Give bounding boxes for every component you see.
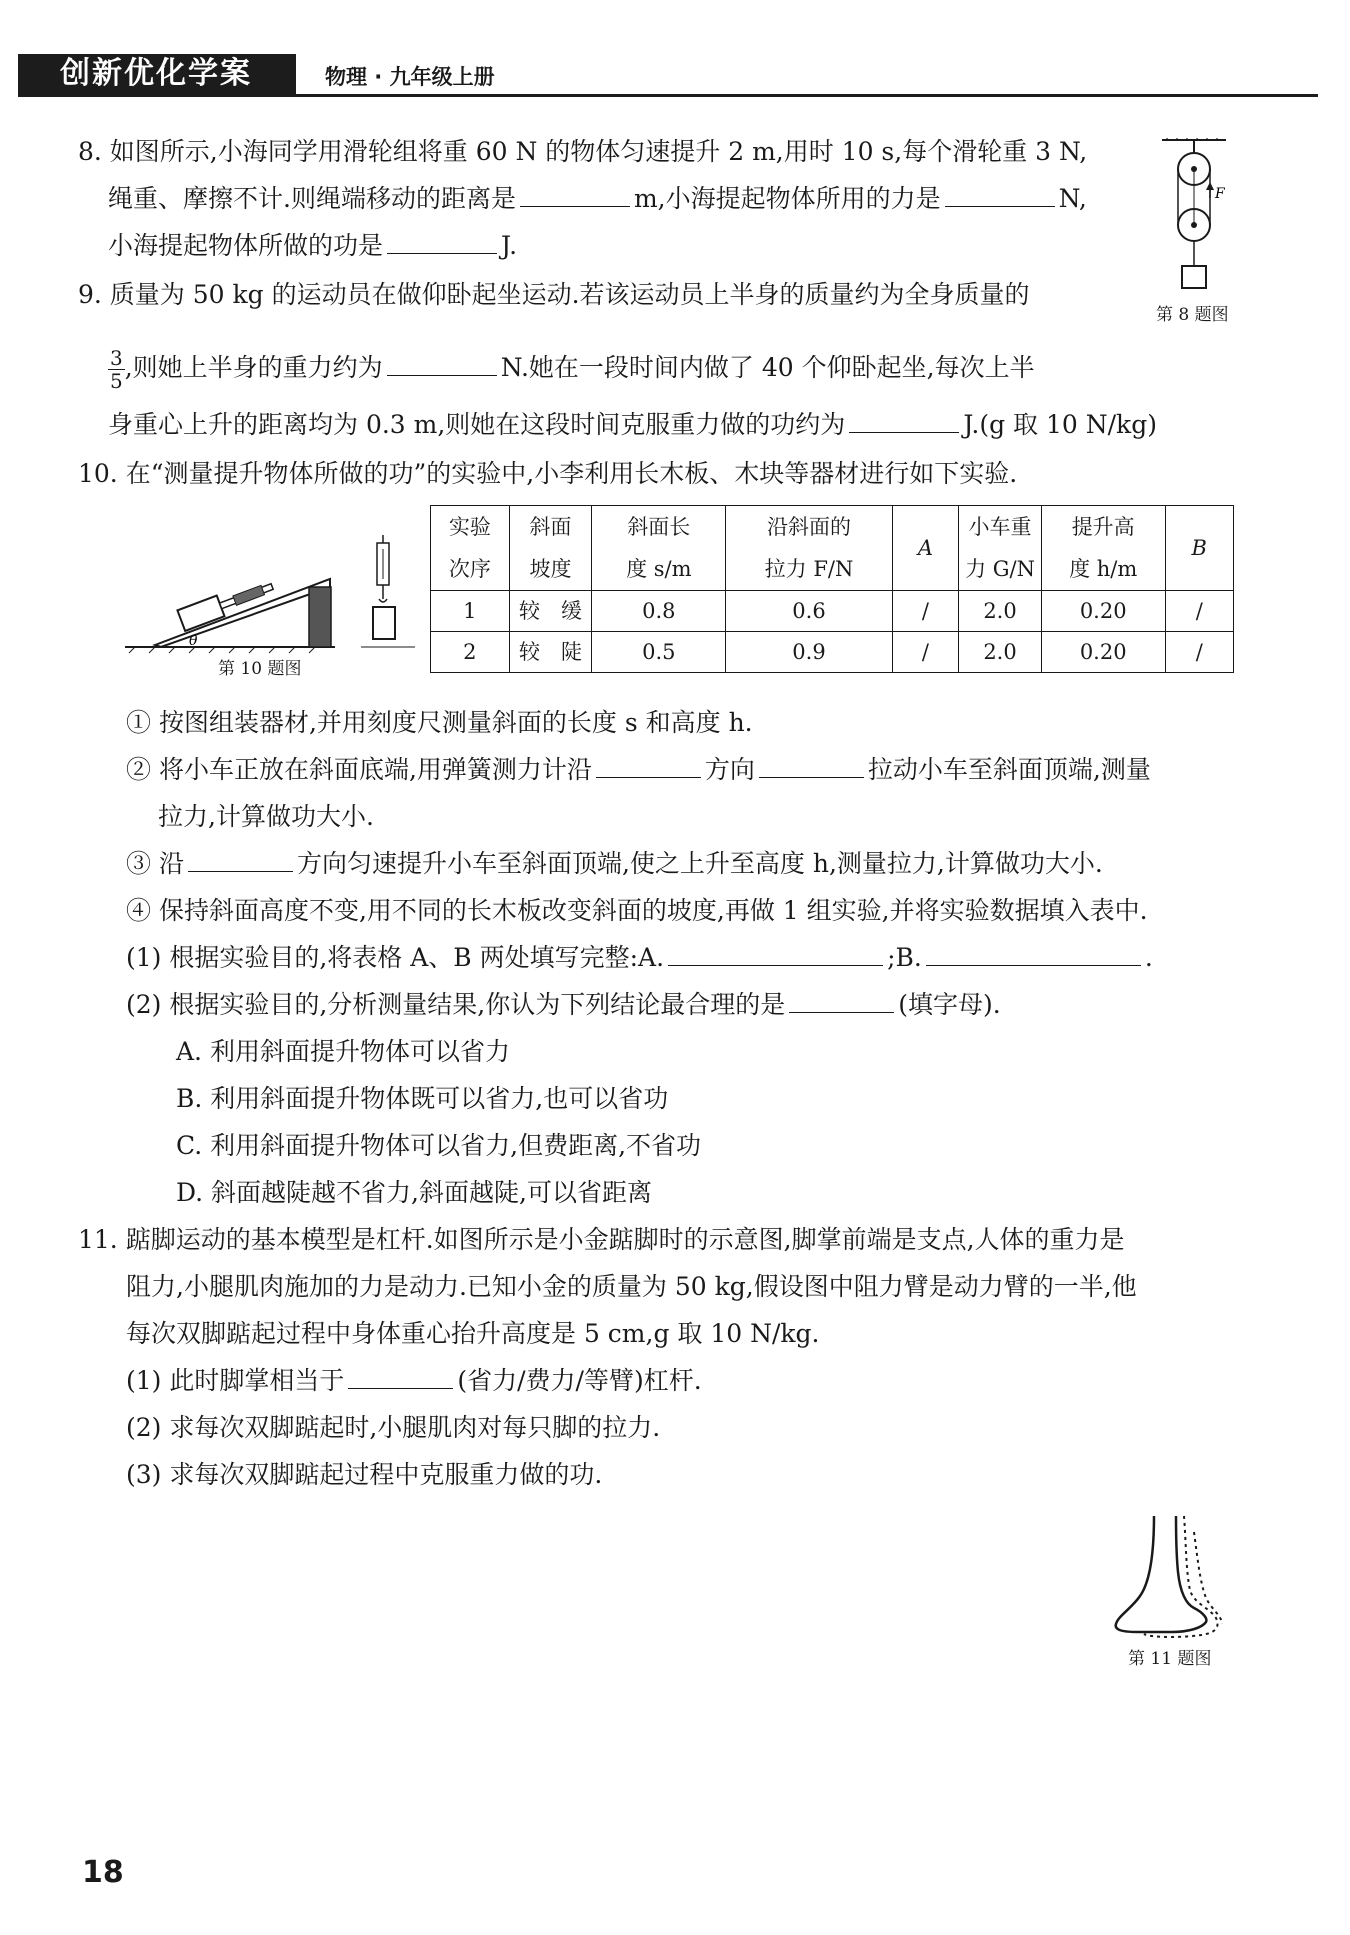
q10-option-a: A. 利用斜面提升物体可以省力 bbox=[176, 1037, 510, 1066]
q8-line3: 小海提起物体所做的功是 J. bbox=[108, 231, 518, 260]
q11-sub3: (3) 求每次双脚踮起过程中克服重力做的功. bbox=[126, 1460, 603, 1489]
table-cell: 1 bbox=[431, 591, 510, 632]
q10-sub1: (1) 根据实验目的,将表格 A、B 两处填写完整:A. ;B. . bbox=[126, 943, 1153, 972]
table-cell: 0.9 bbox=[726, 632, 893, 673]
q10-blank-b[interactable] bbox=[926, 943, 1141, 966]
q11-sub1: (1) 此时脚掌相当于 (省力/费力/等臂)杠杆. bbox=[126, 1366, 702, 1395]
table-cell: / bbox=[1165, 591, 1234, 632]
table-cell: 0.20 bbox=[1041, 591, 1165, 632]
q9-blank-work[interactable] bbox=[849, 410, 959, 433]
table-cell: 0.6 bbox=[726, 591, 893, 632]
header-title: 创新优化学案 bbox=[60, 56, 252, 91]
q8-line2: 绳重、摩擦不计.则绳端移动的距离是 m,小海提起物体所用的力是 N, bbox=[108, 184, 1087, 213]
q10-blank-step2-2[interactable] bbox=[759, 755, 864, 778]
q8-figure-caption: 第 8 题图 bbox=[1156, 305, 1229, 325]
q10-step2: ② 将小车正放在斜面底端,用弹簧测力计沿 方向 拉动小车至斜面顶端,测量 bbox=[126, 755, 1151, 784]
table-header-cell: 斜面 坡度 bbox=[509, 506, 592, 591]
table-cell: 0.5 bbox=[592, 632, 726, 673]
q10-option-c: C. 利用斜面提升物体可以省力,但费距离,不省功 bbox=[176, 1131, 702, 1160]
table-header-cell: 沿斜面的 拉力 F/N bbox=[726, 506, 893, 591]
q11-sub2: (2) 求每次双脚踮起时,小腿肌肉对每只脚的拉力. bbox=[126, 1413, 661, 1442]
table-header-cell: 小车重 力 G/N bbox=[959, 506, 1042, 591]
foot-figure bbox=[1110, 1512, 1240, 1642]
q9-fraction: $\frac{3}{5}$ bbox=[110, 346, 123, 393]
q11-line3: 每次双脚踮起过程中身体重心抬升高度是 5 cm,g 取 10 N/kg. bbox=[126, 1319, 820, 1348]
q10-blank-choice[interactable] bbox=[789, 990, 894, 1013]
q11-line1: 11. 踮脚运动的基本模型是杠杆.如图所示是小金踮脚时的示意图,脚掌前端是支点,人体的重力是 bbox=[78, 1225, 1125, 1254]
q10-step4: ④ 保持斜面高度不变,用不同的长木板改变斜面的坡度,再做 1 组实验,并将实验数据填入表中. bbox=[126, 896, 1148, 925]
table-cell: 0.20 bbox=[1041, 632, 1165, 673]
q11-figure-caption: 第 11 题图 bbox=[1128, 1649, 1212, 1669]
table-cell: 0.8 bbox=[592, 591, 726, 632]
q10-step2-cont: 拉力,计算做功大小. bbox=[158, 802, 374, 831]
q8-line1: 8. 如图所示,小海同学用滑轮组将重 60 N 的物体匀速提升 2 m,用时 10 s,每个滑轮重 3 N, bbox=[78, 137, 1088, 166]
q9-line1: 9. 质量为 50 kg 的运动员在做仰卧起坐运动.若该运动员上半身的质量约为全身质量的 bbox=[78, 280, 1030, 309]
q10-option-b: B. 利用斜面提升物体既可以省力,也可以省功 bbox=[176, 1084, 669, 1113]
q8-blank-distance[interactable] bbox=[520, 184, 630, 207]
q10-blank-a[interactable] bbox=[668, 943, 883, 966]
q10-figure-caption: 第 10 题图 bbox=[218, 659, 302, 679]
q9-line3: 身重心上升的距离均为 0.3 m,则她在这段时间克服重力做的功约为 J.(g 取 10 N/kg) bbox=[108, 410, 1157, 439]
pulley-figure bbox=[1160, 138, 1240, 298]
q10-option-d: D. 斜面越陡越不省力,斜面越陡,可以省距离 bbox=[176, 1178, 652, 1207]
header-subtitle: 物理 · 九年级上册 bbox=[325, 65, 495, 89]
table-cell: 2.0 bbox=[959, 591, 1042, 632]
table-cell: / bbox=[892, 632, 958, 673]
table-cell: 2 bbox=[431, 632, 510, 673]
table-row bbox=[431, 591, 1234, 632]
table-header-cell: 实验 次序 bbox=[431, 506, 510, 591]
table-header-row bbox=[431, 506, 1234, 591]
table-cell: / bbox=[892, 591, 958, 632]
header-rule bbox=[18, 94, 1318, 97]
q10-data-table bbox=[430, 505, 1234, 673]
q8-blank-work[interactable] bbox=[387, 231, 497, 254]
table-cell: 较 缓 bbox=[509, 591, 592, 632]
table-header-cell: 斜面长 度 s/m bbox=[592, 506, 726, 591]
q10-blank-step3[interactable] bbox=[188, 849, 293, 872]
incline-angle-label: θ bbox=[189, 633, 198, 649]
table-row bbox=[431, 632, 1234, 673]
q11-blank-lever[interactable] bbox=[348, 1366, 453, 1389]
q10-step3: ③ 沿 方向匀速提升小车至斜面顶端,使之上升至高度 h,测量拉力,计算做功大小. bbox=[126, 849, 1103, 878]
table-header-cell-b: B bbox=[1165, 506, 1234, 591]
q9-line2: $\frac{3}{5}$ ,则她上半身的重力约为 N.她在一段时间内做了 40 个仰卧起坐,每次上半 bbox=[110, 346, 1035, 393]
q8-blank-force[interactable] bbox=[945, 184, 1055, 207]
q10-step1: ① 按图组装器材,并用刻度尺测量斜面的长度 s 和高度 h. bbox=[126, 708, 753, 737]
q10-intro: 10. 在“测量提升物体所做的功”的实验中,小李利用长木板、木块等器材进行如下实验. bbox=[78, 459, 1018, 488]
incline-figure bbox=[125, 535, 415, 655]
table-cell: 较 陡 bbox=[509, 632, 592, 673]
q10-sub2: (2) 根据实验目的,分析测量结果,你认为下列结论最合理的是 (填字母). bbox=[126, 990, 1001, 1019]
page-number: 18 bbox=[82, 1855, 124, 1890]
q10-blank-step2-1[interactable] bbox=[596, 755, 701, 778]
table-cell: / bbox=[1165, 632, 1234, 673]
q11-line2: 阻力,小腿肌肉施加的力是动力.已知小金的质量为 50 kg,假设图中阻力臂是动力臂的一半,他 bbox=[126, 1272, 1137, 1301]
pulley-force-label: F bbox=[1215, 186, 1225, 202]
table-header-cell: 提升高 度 h/m bbox=[1041, 506, 1165, 591]
q9-blank-gravity[interactable] bbox=[387, 353, 497, 376]
table-cell: 2.0 bbox=[959, 632, 1042, 673]
table-header-cell-a: A bbox=[892, 506, 958, 591]
